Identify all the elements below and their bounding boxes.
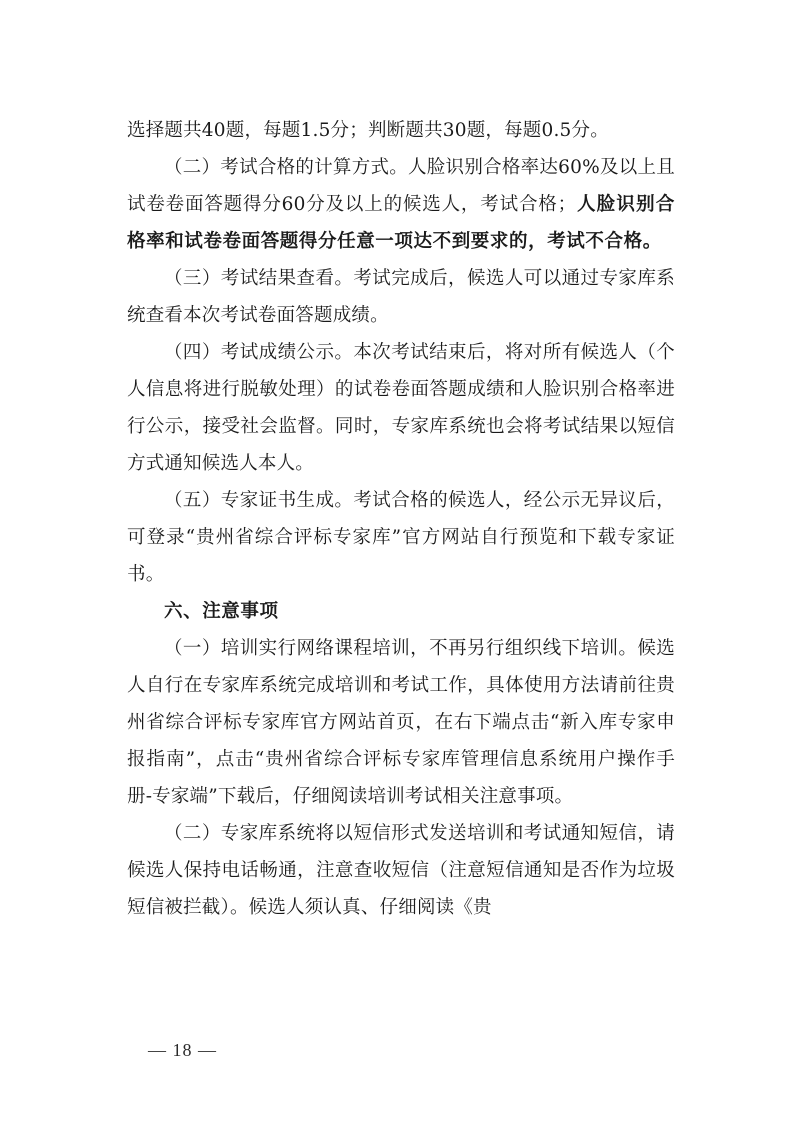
page-number: — 18 — <box>148 1040 217 1060</box>
sms-notification-paragraph: （二）专家库系统将以短信形式发送培训和考试通知短信，请候选人保持电话畅通，注意查收短信（注意短信通知是否作为垃圾短信被拦截）。候选人须认真、仔细阅读《贵 <box>127 823 675 918</box>
section-heading-notes: 六、注意事项 <box>164 601 279 622</box>
exam-pass-calculation-paragraph <box>127 149 675 260</box>
exam-result-view-paragraph: （三）考试结果查看。考试完成后，候选人可以通过专家库系统查看本次考试卷面答题成绩。 <box>127 268 675 326</box>
exam-scoring-continuation: 选择题共40题，每题1.5分；判断题共30题，每题0.5分。 <box>127 120 609 141</box>
exam-result-publicity-paragraph: （四）考试成绩公示。本次考试结束后，将对所有候选人（个人信息将进行脱敏处理）的试卷卷面答题成绩和人脸识别合格率进行公示，接受社会监督。同时，专家库系统也会将考试结果以短信方式通知候选人本人。 <box>127 342 675 474</box>
document-body <box>127 112 675 926</box>
exam-pass-calculation-text: （二）考试合格的计算方式。人脸识别合格率达60%及以上且试卷卷面答题得分60分及以上的候选人，考试合格； <box>127 157 675 215</box>
expert-certificate-paragraph: （五）专家证书生成。考试合格的候选人，经公示无异议后，可登录“贵州省综合评标专家库”官方网站自行预览和下载专家证书。 <box>127 490 675 585</box>
exam-fail-condition-bold: 人脸识别合格率和试卷卷面答题得分任意一项达不到要求的，考试不合格。 <box>127 194 675 252</box>
training-online-paragraph: （一）培训实行网络课程培训，不再另行组织线下培训。候选人自行在专家库系统完成培训和考试工作，具体使用方法请前往贵州省综合评标专家库官方网站首页，在右下端点击“新入库专家申报指南”，点击“贵州省综合评标专家库管理信息系统用户操作手册-专家端”下载后，仔细阅读培训考试相关注意事项。 <box>127 638 675 807</box>
